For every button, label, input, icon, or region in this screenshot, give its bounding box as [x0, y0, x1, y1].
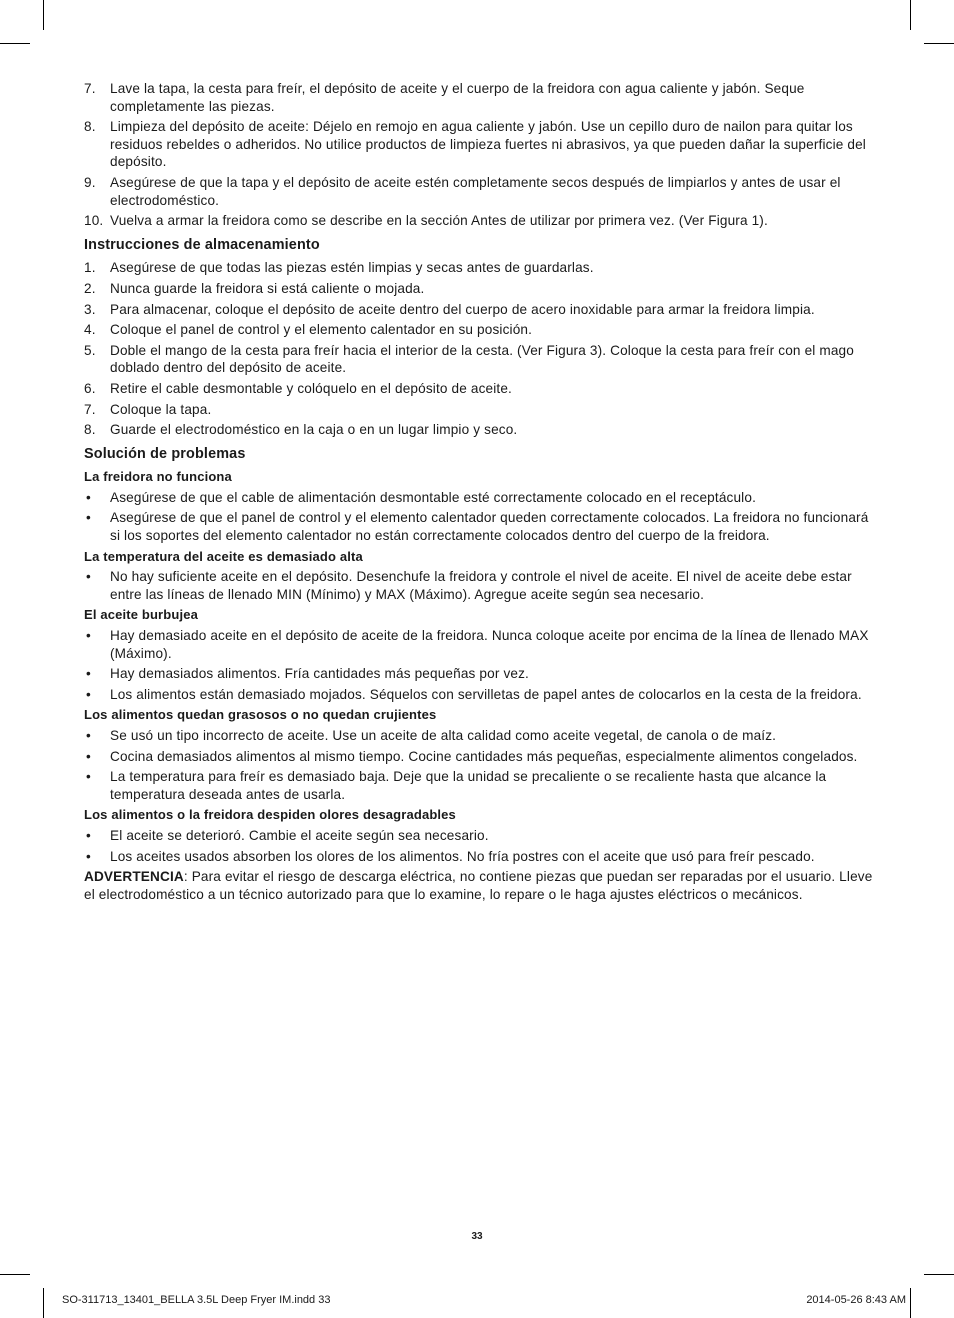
crop-mark [910, 0, 911, 30]
page-number: 33 [471, 1231, 483, 1242]
bullet-item [84, 665, 874, 683]
item-number: 1. [84, 260, 96, 276]
crop-mark [924, 43, 954, 44]
list-item [84, 118, 874, 171]
item-text: Retire el cable desmontable y colóquelo en el depósito de aceite. [110, 380, 512, 396]
list-item [84, 342, 874, 377]
bullet-text: Los aceites usados absorben los olores de los alimentos. No fría postres con el aceite que usó para freír pescado. [110, 848, 815, 864]
item-text: Asegúrese de que la tapa y el depósito de aceite estén completamente secos después de limpiarlos y antes de usar el electrodoméstico. [110, 174, 841, 208]
problem-title: Los alimentos o la freidora despiden olores desagradables [84, 807, 456, 823]
item-number: 7. [84, 401, 96, 417]
item-number: 7. [84, 81, 96, 96]
crop-mark [924, 1274, 954, 1275]
bullet-icon: • [86, 489, 91, 505]
item-text: Asegúrese de que todas las piezas estén limpias y secas antes de guardarlas. [110, 260, 594, 276]
item-text: Doble el mango de la cesta para freír hacia el interior de la cesta. (Ver Figura 3). Coloque la cesta para freír con el mago doblado dentro del depósito de aceite. [110, 342, 854, 376]
item-number: 3. [84, 301, 96, 317]
crop-mark [43, 1288, 44, 1318]
bullet-text: El aceite se deterioró. Cambie el aceite según sea necesario. [110, 827, 489, 843]
bullet-item [84, 627, 874, 662]
item-text: Para almacenar, coloque el depósito de aceite dentro del cuerpo de acero inoxidable para armar la freidora limpia. [110, 301, 815, 317]
item-number: 5. [84, 342, 96, 358]
crop-mark [43, 0, 44, 30]
problem-title: El aceite burbujea [84, 607, 198, 623]
bullet-text: Hay demasiado aceite en el depósito de aceite de la freidora. Nunca coloque aceite por encima de la línea de llenado MAX (Máximo). [110, 628, 869, 661]
problem-title: La freidora no funciona [84, 469, 232, 485]
bullet-icon: • [86, 569, 91, 585]
warning-label: ADVERTENCIA [84, 869, 184, 885]
crop-mark [910, 1288, 911, 1318]
bullet-item [84, 848, 874, 866]
footer-datetime: 2014-05-26 8:43 AM [806, 1294, 906, 1306]
item-number: 6. [84, 380, 96, 396]
item-number: 10. [84, 213, 104, 229]
list-item [84, 401, 874, 419]
bullet-text: Asegúrese de que el panel de control y el elemento calentador queden correctamente colocados. La freidora no funcionará si los soportes del elemento calentador no están correctamente colocados dentro del cuerpo de la freidora. [110, 510, 869, 544]
bullet-item [84, 768, 874, 803]
crop-mark [0, 43, 30, 44]
bullet-item [84, 686, 874, 704]
item-number: 9. [84, 174, 96, 190]
item-number: 2. [84, 280, 96, 296]
page-content [84, 80, 874, 903]
item-text: Nunca guarde la freidora si está caliente o mojada. [110, 280, 425, 296]
item-text: Guarde el electrodoméstico en la caja o en un lugar limpio y seco. [110, 422, 518, 438]
item-text: Coloque la tapa. [110, 401, 212, 417]
bullet-item [84, 748, 874, 766]
warning-text: : Para evitar el riesgo de descarga eléctrica, no contiene piezas que puedan ser reparadas por el usuario. Lleve el electrodoméstico a un técnico autorizado para que lo examine, lo repare o le haga ajustes eléctricos o mecánicos. [84, 869, 873, 902]
storage-heading: Instrucciones de almacenamiento [84, 236, 320, 253]
item-text: Coloque el panel de control y el elemento calentador en su posición. [110, 322, 533, 338]
troubleshooting-groups [84, 468, 874, 865]
bullet-text: Asegúrese de que el cable de alimentación desmontable esté correctamente colocado en el receptáculo. [110, 489, 756, 505]
bullet-text: La temperatura para freír es demasiado baja. Deje que la unidad se precaliente o se recaliente hasta que alcance la temperatura deseada antes de usarla. [110, 769, 827, 802]
troubleshooting-heading: Solución de problemas [84, 445, 246, 462]
item-text: Lave la tapa, la cesta para freír, el depósito de aceite y el cuerpo de la freidora con agua caliente y jabón. Seque completamente las piezas. [110, 81, 805, 114]
list-item [84, 80, 874, 115]
list-item [84, 421, 874, 439]
bullet-text: Hay demasiados alimentos. Fría cantidades más pequeñas por vez. [110, 666, 529, 682]
bullet-item [84, 568, 874, 603]
list-item [84, 301, 874, 319]
item-text: Limpieza del depósito de aceite: Déjelo en remojo en agua caliente y jabón. Use un cepillo duro de nailon para quitar los residuos rebeldes o adheridos. No utilice productos de limpieza fuertes ni abrasivos, ya que pueden dañar la superficie del depósito. [110, 119, 866, 170]
footer-file: SO-311713_13401_BELLA 3.5L Deep Fryer IM.indd 33 [62, 1294, 331, 1306]
bullet-text: Se usó un tipo incorrecto de aceite. Use un aceite de alta calidad como aceite vegetal, de canola o de maíz. [110, 728, 777, 743]
bullet-icon: • [86, 748, 91, 764]
bullet-icon: • [86, 769, 91, 785]
problem-title: Los alimentos quedan grasosos o no quedan crujientes [84, 707, 437, 723]
bullet-icon: • [86, 686, 91, 702]
list-item [84, 321, 874, 339]
bullet-item [84, 727, 874, 745]
item-number: 4. [84, 322, 96, 338]
problem-title: La temperatura del aceite es demasiado alta [84, 548, 363, 564]
cleaning-list [84, 80, 874, 230]
bullet-item [84, 489, 874, 507]
crop-mark [0, 1274, 30, 1275]
bullet-item [84, 509, 874, 544]
item-number: 8. [84, 119, 96, 135]
bullet-icon: • [86, 848, 91, 864]
list-item [84, 212, 874, 230]
list-item [84, 174, 874, 209]
bullet-icon: • [86, 728, 91, 743]
list-item [84, 280, 874, 298]
list-item [84, 259, 874, 277]
bullet-icon: • [86, 666, 91, 682]
bullet-icon: • [86, 510, 91, 526]
warning-paragraph [84, 868, 874, 903]
bullet-text: No hay suficiente aceite en el depósito. Desenchufe la freidora y controle el nivel de aceite. El nivel de aceite debe estar entre las líneas de llenado MIN (Mínimo) y MAX (Máximo). Agregue aceite según sea necesario. [110, 569, 852, 602]
bullet-text: Cocina demasiados alimentos al mismo tiempo. Cocine cantidades más pequeñas, especialmente alimentos congelados. [110, 748, 858, 764]
list-item [84, 380, 874, 398]
item-text: Vuelva a armar la freidora como se describe en la sección Antes de utilizar por primera vez. (Ver Figura 1). [110, 213, 768, 229]
storage-list [84, 259, 874, 438]
bullet-icon: • [86, 628, 91, 644]
bullet-text: Los alimentos están demasiado mojados. Séquelos con servilletas de papel antes de colocarlos en la cesta de la freidora. [110, 686, 862, 702]
bullet-item [84, 827, 874, 845]
bullet-icon: • [86, 827, 91, 843]
item-number: 8. [84, 422, 96, 438]
